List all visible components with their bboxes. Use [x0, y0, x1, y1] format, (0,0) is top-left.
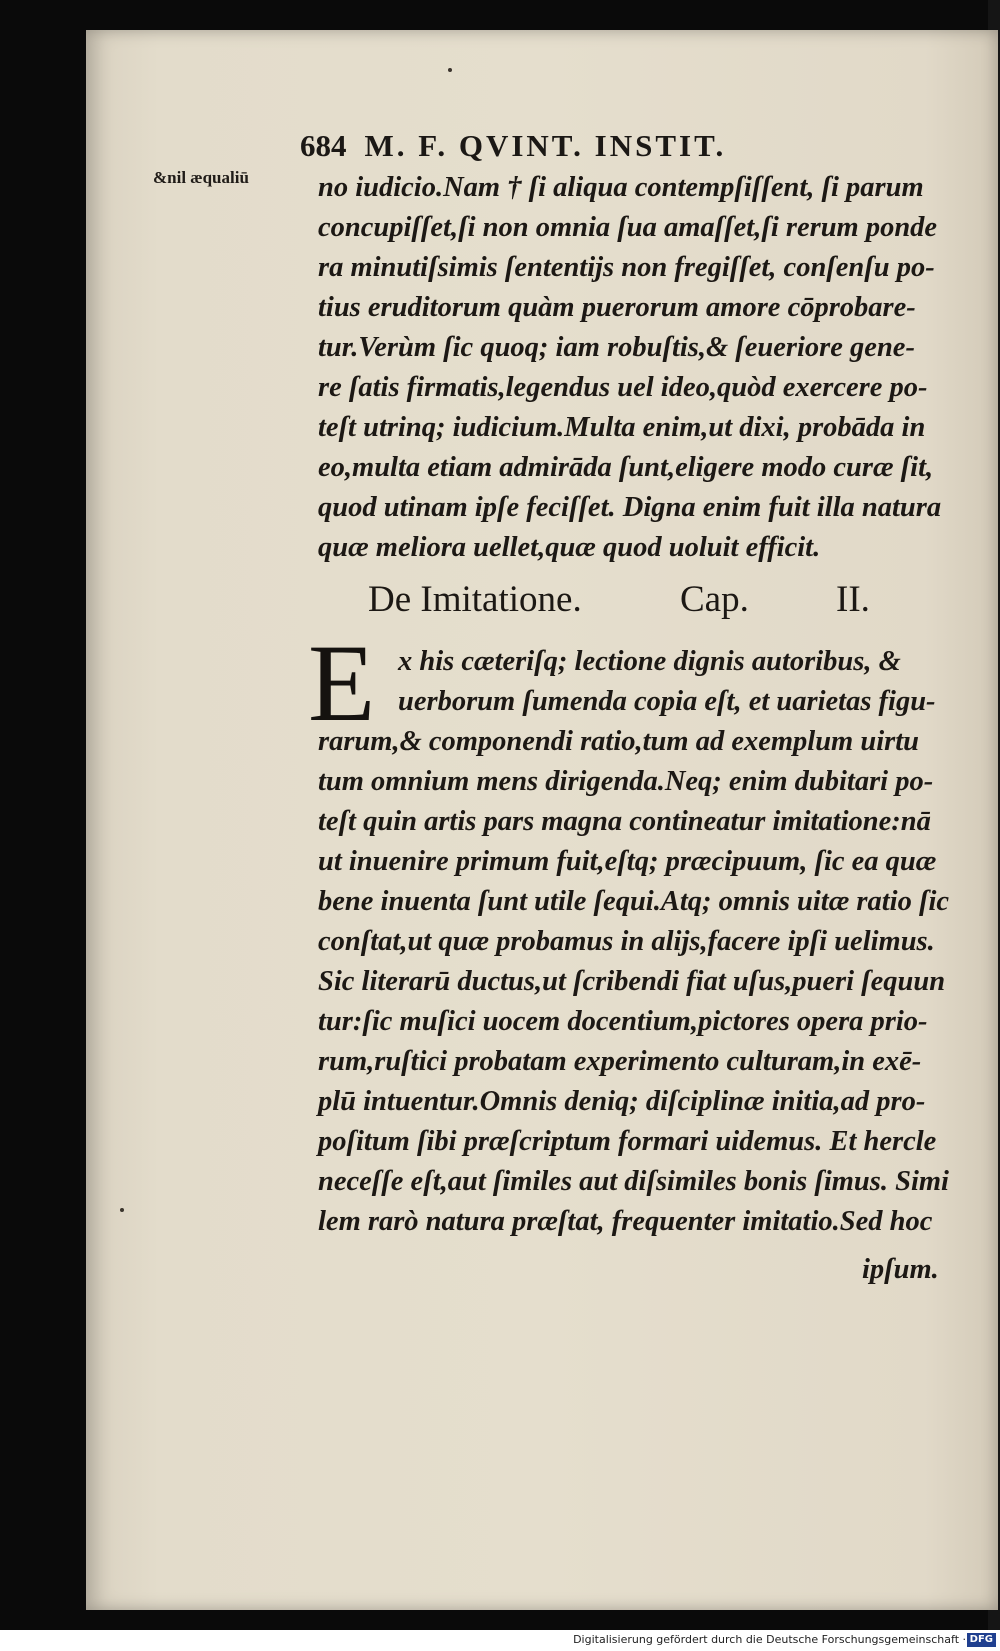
- text-line: bene inuenta ſunt utile ſequi.Atq; omnis uitæ ratio ſic: [318, 886, 950, 917]
- text-line: tur:ſic muſici uocem docentium,pictores opera prio-: [318, 1006, 928, 1037]
- text-line: rum,ruſtici probatam experimento culturam,in exē-: [318, 1046, 922, 1077]
- text-line: ut inuenire primum fuit,eſtq; præcipuum, ſic ea quæ: [318, 846, 937, 877]
- footer-bar: [0, 1630, 1000, 1651]
- marginal-note: &nil æqualiū: [153, 168, 249, 187]
- text-line: no iudicio.Nam † ſi aliqua contempſiſſent, ſi parum: [318, 172, 924, 203]
- text-line: re ſatis firmatis,legendus uel ideo,quòd exercere po-: [318, 372, 928, 403]
- paper-speck: [120, 1208, 124, 1212]
- paragraph-2: [318, 722, 958, 1242]
- page-number: 684: [300, 128, 347, 163]
- text-line: quæ meliora uellet,quæ quod uoluit efficit.: [318, 532, 821, 563]
- text-line: tius eruditorum quàm puerorum amore cōprobare-: [318, 292, 916, 323]
- dfg-logo[interactable]: DFG: [967, 1633, 996, 1647]
- running-head: [300, 128, 900, 164]
- text-line: Sic literarū ductus,ut ſcribendi fiat uſus,pueri ſequun: [318, 966, 946, 997]
- text-line: tum omnium mens dirigenda.Neq; enim dubitari po-: [318, 766, 934, 797]
- text-line: uerborum ſumenda copia eſt, et uarietas figu-: [398, 686, 936, 717]
- chapter-title: De Imitatione.: [368, 579, 582, 620]
- text-line: poſitum ſibi præſcriptum formari uidemus. Et hercle: [318, 1126, 937, 1157]
- text-line: concupiſſet,ſi non omnia ſua amaſſet,ſi rerum ponde: [318, 212, 938, 243]
- text-line: conſtat,ut quæ probamus in alijs,facere ipſi uelimus.: [318, 926, 935, 957]
- running-title: M. F. QVINT. INSTIT.: [364, 128, 727, 163]
- drop-cap-initial: E: [308, 622, 376, 744]
- text-line: x his cæteriſq; lectione dignis autoribus, &: [398, 646, 901, 677]
- paragraph-2-indented-lines: [398, 642, 958, 722]
- text-line: eo,multa etiam admirāda ſunt,eligere modo curæ ſit,: [318, 452, 934, 483]
- text-line: neceſſe eſt,aut ſimiles aut diſsimiles bonis ſimus. Simi: [318, 1166, 949, 1197]
- text-line: teſt utrinq; iudicium.Multa enim,ut dixi, probāda in: [318, 412, 926, 443]
- paragraph-1: [318, 168, 958, 568]
- chapter-number: II.: [836, 579, 870, 620]
- chapter-label: Cap.: [680, 579, 749, 620]
- chapter-heading: [368, 578, 938, 621]
- text-line: lem rarò natura præſtat, frequenter imitatio.Sed hoc: [318, 1206, 933, 1237]
- text-line: teſt quin artis pars magna contineatur imitatione:nā: [318, 806, 931, 837]
- text-line: plū intuentur.Omnis deniq; diſciplinæ initia,ad pro-: [318, 1086, 926, 1117]
- text-line: ra minutiſsimis ſententijs non fregiſſet, conſenſu po-: [318, 252, 935, 283]
- catchword: ipſum.: [862, 1254, 939, 1285]
- paper-speck: [448, 68, 452, 72]
- text-line: tur.Verùm ſic quoq; iam robuſtis,& ſeueriore gene-: [318, 332, 915, 363]
- text-line: quod utinam ipſe feciſſet. Digna enim fuit illa natura: [318, 492, 942, 523]
- text-line: rarum,& componendi ratio,tum ad exemplum uirtu: [318, 726, 919, 757]
- funding-credit: Digitalisierung gefördert durch die Deutsche Forschungsgemeinschaft ·: [573, 1633, 966, 1646]
